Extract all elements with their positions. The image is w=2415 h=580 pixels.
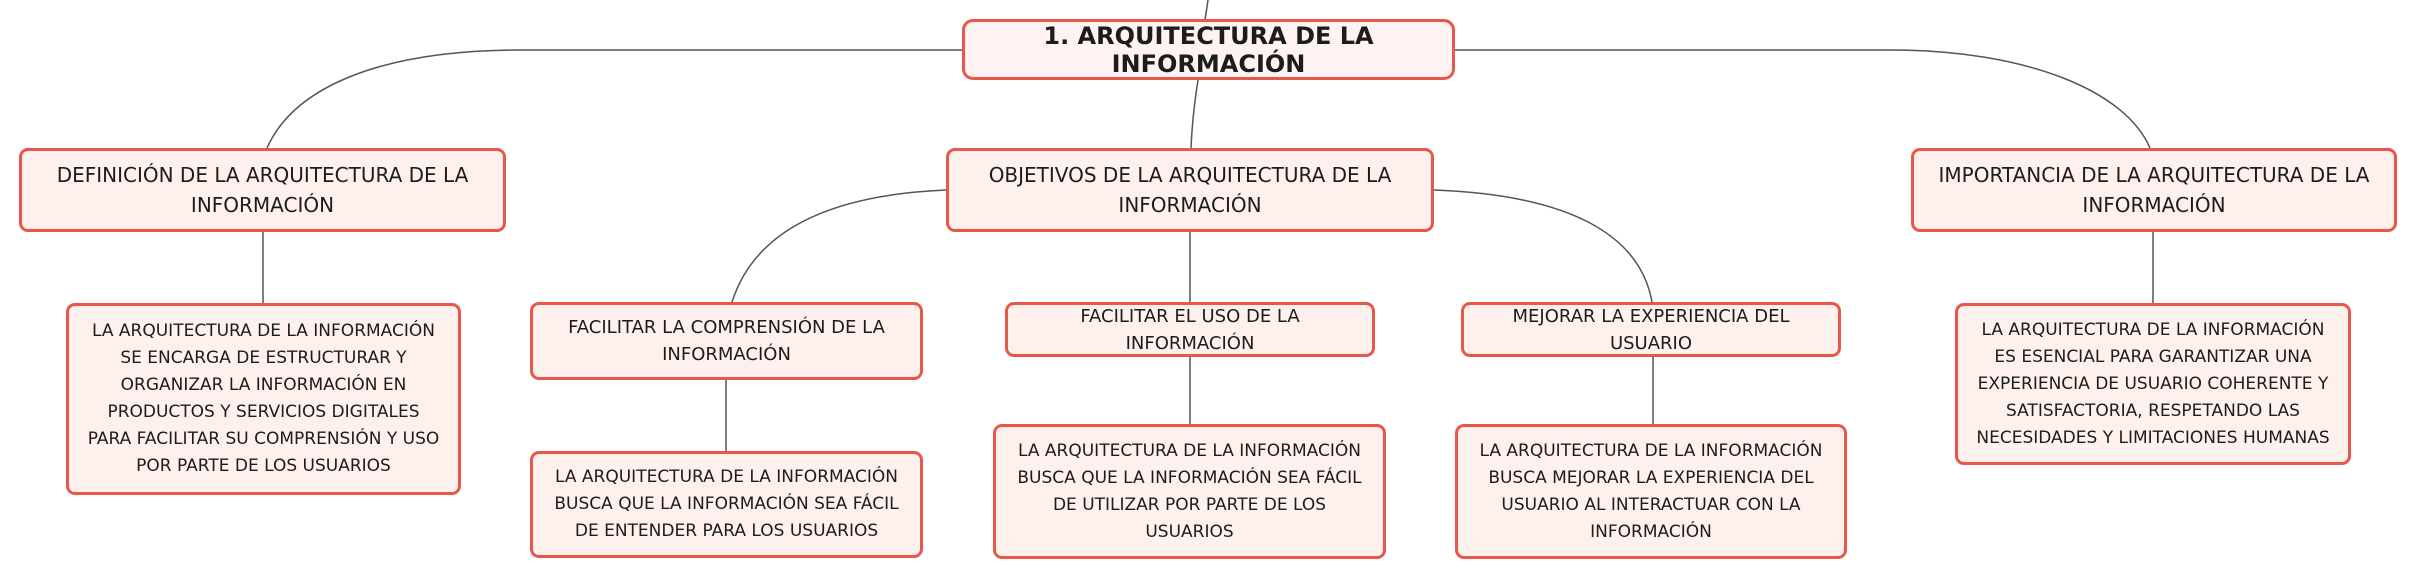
root-topic-node[interactable]	[962, 19, 1455, 80]
objetivo-experiencia-node[interactable]	[1461, 302, 1841, 357]
definicion-description-text: LA ARQUITECTURA DE LA INFORMACIÓN SE ENCARGA DE ESTRUCTURAR Y ORGANIZAR LA INFORMACIÓN EN PRODUCTOS Y SERVICIOS DIGITALES PARA FACILITAR SU COMPRENSIÓN Y USO POR PARTE DE LOS USUARIOS	[87, 321, 440, 476]
importancia-description-node[interactable]	[1955, 303, 2351, 465]
connector-root-to-definicion	[267, 50, 962, 148]
connector-objetivos-to-experiencia	[1434, 190, 1652, 302]
uso-description-text: LA ARQUITECTURA DE LA INFORMACIÓN BUSCA QUE LA INFORMACIÓN SEA FÁCIL DE UTILIZAR POR PARTE DE LOS USUARIOS	[1017, 440, 1362, 542]
connector-root-to-importancia	[1455, 50, 2150, 148]
connector-parent-to-root	[1205, 0, 1208, 20]
connector-objetivos-to-comprension	[732, 190, 946, 302]
uso-description-node[interactable]	[993, 424, 1386, 559]
importancia-description-text: LA ARQUITECTURA DE LA INFORMACIÓN ES ESENCIAL PARA GARANTIZAR UNA EXPERIENCIA DE USUARIO COHERENTE Y SATISFACTORIA, RESPETANDO LAS NECESIDADES Y LIMITACIONES HUMANAS	[1976, 319, 2330, 448]
comprension-description-node[interactable]	[530, 451, 923, 558]
objetivo-uso-label: FACILITAR EL USO DE LA INFORMACIÓN	[1080, 305, 1300, 354]
branch-definicion-label: DEFINICIÓN DE LA ARQUITECTURA DE LA INFORMACIÓN	[56, 163, 469, 217]
definicion-description-node[interactable]	[66, 303, 461, 495]
connector-root-to-objetivos	[1191, 80, 1198, 148]
root-topic-label: 1. ARQUITECTURA DE LA INFORMACIÓN	[1043, 21, 1374, 78]
branch-definicion-node[interactable]	[19, 148, 506, 232]
experiencia-description-text: LA ARQUITECTURA DE LA INFORMACIÓN BUSCA MEJORAR LA EXPERIENCIA DEL USUARIO AL INTERACTUAR CON LA INFORMACIÓN	[1479, 440, 1823, 542]
objetivo-uso-node[interactable]	[1005, 302, 1375, 357]
branch-objetivos-label: OBJETIVOS DE LA ARQUITECTURA DE LA INFORMACIÓN	[988, 163, 1392, 217]
branch-objetivos-node[interactable]	[946, 148, 1434, 232]
objetivo-comprension-node[interactable]	[530, 302, 923, 380]
experiencia-description-node[interactable]	[1455, 424, 1847, 559]
branch-importancia-label: IMPORTANCIA DE LA ARQUITECTURA DE LA INFORMACIÓN	[1938, 163, 2370, 217]
branch-importancia-node[interactable]	[1911, 148, 2397, 232]
comprension-description-text: LA ARQUITECTURA DE LA INFORMACIÓN BUSCA QUE LA INFORMACIÓN SEA FÁCIL DE ENTENDER PARA LOS USUARIOS	[554, 467, 899, 541]
objetivo-experiencia-label: MEJORAR LA EXPERIENCIA DEL USUARIO	[1512, 305, 1790, 354]
objetivo-comprension-label: FACILITAR LA COMPRENSIÓN DE LA INFORMACIÓN	[568, 317, 885, 365]
